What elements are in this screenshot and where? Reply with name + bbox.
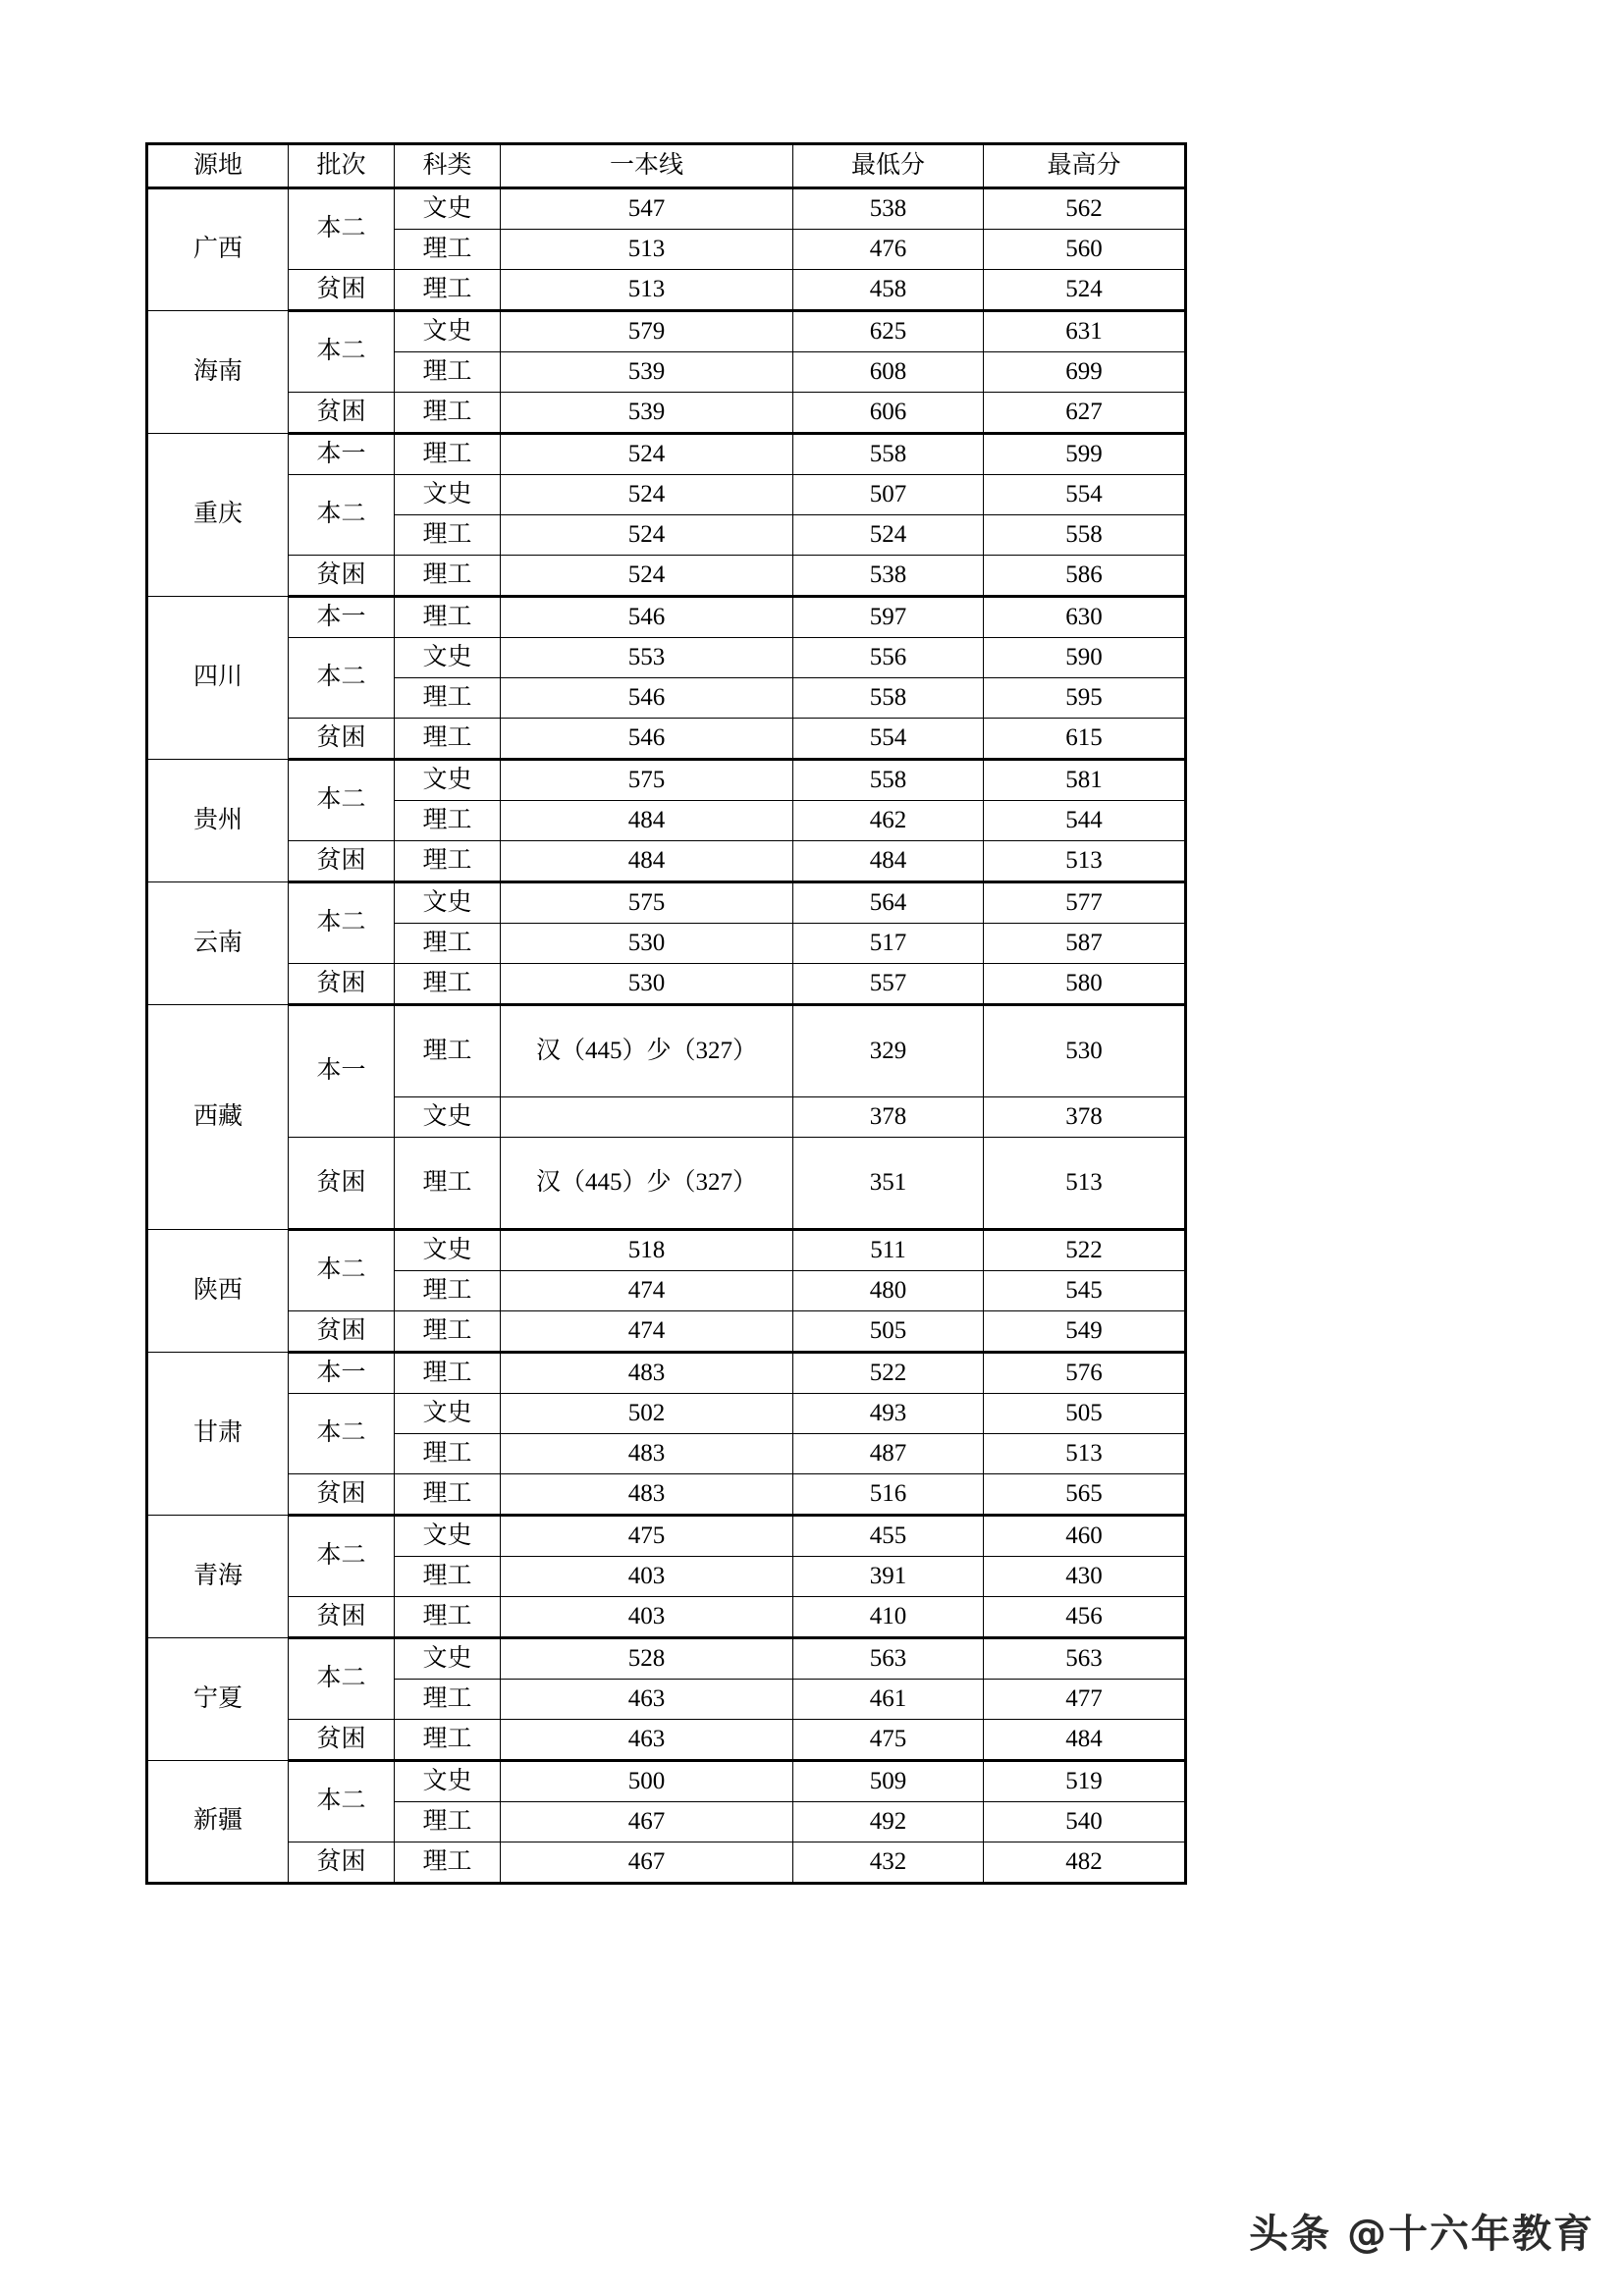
table-row (147, 475, 1186, 515)
batch-label: 本二 (289, 1230, 395, 1311)
max-score: 627 (984, 393, 1186, 434)
min-score: 608 (793, 352, 984, 393)
batch-label: 贫困 (289, 719, 395, 760)
first-tier-line: 547 (501, 188, 793, 230)
min-score: 558 (793, 434, 984, 475)
batch-label: 本二 (289, 1516, 395, 1597)
category-label: 文史 (395, 1516, 501, 1557)
admission-score-table (145, 142, 1187, 1885)
batch-label: 贫困 (289, 556, 395, 597)
max-score: 565 (984, 1474, 1186, 1516)
header-batch: 批次 (289, 144, 395, 188)
min-score: 476 (793, 230, 984, 270)
max-score: 630 (984, 597, 1186, 638)
category-label: 理工 (395, 434, 501, 475)
first-tier-line: 579 (501, 311, 793, 352)
first-tier-line: 539 (501, 352, 793, 393)
batch-label: 本二 (289, 311, 395, 393)
first-tier-line: 575 (501, 760, 793, 801)
table-row (147, 1005, 1186, 1097)
max-score: 590 (984, 638, 1186, 678)
first-tier-line: 403 (501, 1557, 793, 1597)
min-score: 461 (793, 1680, 984, 1720)
category-label: 理工 (395, 1271, 501, 1311)
category-label: 理工 (395, 1353, 501, 1394)
min-score: 606 (793, 393, 984, 434)
category-label: 文史 (395, 311, 501, 352)
max-score: 378 (984, 1097, 1186, 1138)
table-row (147, 188, 1186, 230)
batch-label: 本一 (289, 434, 395, 475)
table-row (147, 882, 1186, 924)
max-score: 477 (984, 1680, 1186, 1720)
category-label: 文史 (395, 882, 501, 924)
category-label: 理工 (395, 1005, 501, 1097)
batch-label: 本二 (289, 188, 395, 270)
category-label: 文史 (395, 188, 501, 230)
province-name: 青海 (147, 1516, 289, 1638)
max-score: 599 (984, 434, 1186, 475)
category-label: 理工 (395, 678, 501, 719)
province-name: 四川 (147, 597, 289, 760)
table-row (147, 1720, 1186, 1761)
max-score: 587 (984, 924, 1186, 964)
batch-label: 本二 (289, 760, 395, 841)
header-max-score: 最高分 (984, 144, 1186, 188)
table-row (147, 311, 1186, 352)
max-score: 513 (984, 1138, 1186, 1230)
table-row (147, 1311, 1186, 1353)
table-row (147, 841, 1186, 882)
min-score: 493 (793, 1394, 984, 1434)
batch-label: 贫困 (289, 1474, 395, 1516)
batch-label: 本一 (289, 597, 395, 638)
min-score: 378 (793, 1097, 984, 1138)
first-tier-line: 484 (501, 841, 793, 882)
min-score: 564 (793, 882, 984, 924)
category-label: 文史 (395, 638, 501, 678)
category-label: 理工 (395, 556, 501, 597)
category-label: 理工 (395, 1557, 501, 1597)
max-score: 456 (984, 1597, 1186, 1638)
min-score: 538 (793, 188, 984, 230)
min-score: 558 (793, 760, 984, 801)
min-score: 484 (793, 841, 984, 882)
min-score: 554 (793, 719, 984, 760)
max-score: 562 (984, 188, 1186, 230)
min-score: 511 (793, 1230, 984, 1271)
category-label: 文史 (395, 760, 501, 801)
province-name: 重庆 (147, 434, 289, 597)
category-label: 理工 (395, 801, 501, 841)
first-tier-line: 467 (501, 1842, 793, 1884)
first-tier-line: 524 (501, 515, 793, 556)
min-score: 455 (793, 1516, 984, 1557)
min-score: 432 (793, 1842, 984, 1884)
table-row (147, 719, 1186, 760)
min-score: 538 (793, 556, 984, 597)
category-label: 理工 (395, 719, 501, 760)
table-row (147, 1842, 1186, 1884)
max-score: 554 (984, 475, 1186, 515)
max-score: 513 (984, 841, 1186, 882)
first-tier-line: 539 (501, 393, 793, 434)
category-label: 理工 (395, 841, 501, 882)
min-score: 507 (793, 475, 984, 515)
first-tier-line: 530 (501, 924, 793, 964)
first-tier-line: 513 (501, 270, 793, 311)
max-score: 544 (984, 801, 1186, 841)
table-row (147, 1516, 1186, 1557)
max-score: 595 (984, 678, 1186, 719)
category-label: 理工 (395, 924, 501, 964)
first-tier-line: 546 (501, 719, 793, 760)
batch-label: 贫困 (289, 964, 395, 1005)
first-tier-line: 524 (501, 556, 793, 597)
first-tier-line: 483 (501, 1353, 793, 1394)
max-score: 524 (984, 270, 1186, 311)
table-row (147, 1638, 1186, 1680)
max-score: 505 (984, 1394, 1186, 1434)
category-label: 文史 (395, 1638, 501, 1680)
first-tier-line: 513 (501, 230, 793, 270)
max-score: 549 (984, 1311, 1186, 1353)
first-tier-line: 518 (501, 1230, 793, 1271)
first-tier-line: 475 (501, 1516, 793, 1557)
batch-label: 贫困 (289, 393, 395, 434)
max-score: 519 (984, 1761, 1186, 1802)
max-score: 460 (984, 1516, 1186, 1557)
category-label: 文史 (395, 1230, 501, 1271)
max-score: 560 (984, 230, 1186, 270)
table-row (147, 964, 1186, 1005)
min-score: 516 (793, 1474, 984, 1516)
batch-label: 贫困 (289, 1138, 395, 1230)
first-tier-line: 汉（445）少（327） (501, 1138, 793, 1230)
max-score: 558 (984, 515, 1186, 556)
max-score: 430 (984, 1557, 1186, 1597)
category-label: 理工 (395, 964, 501, 1005)
max-score: 576 (984, 1353, 1186, 1394)
batch-label: 贫困 (289, 1842, 395, 1884)
max-score: 615 (984, 719, 1186, 760)
table-row (147, 1761, 1186, 1802)
min-score: 557 (793, 964, 984, 1005)
header-min-score: 最低分 (793, 144, 984, 188)
min-score: 329 (793, 1005, 984, 1097)
first-tier-line (501, 1097, 793, 1138)
max-score: 581 (984, 760, 1186, 801)
score-table-container (145, 142, 1184, 1885)
first-tier-line: 403 (501, 1597, 793, 1638)
first-tier-line: 553 (501, 638, 793, 678)
batch-label: 本二 (289, 638, 395, 719)
max-score: 580 (984, 964, 1186, 1005)
category-label: 理工 (395, 1802, 501, 1842)
category-label: 理工 (395, 270, 501, 311)
table-row (147, 597, 1186, 638)
table-row (147, 434, 1186, 475)
min-score: 462 (793, 801, 984, 841)
first-tier-line: 463 (501, 1720, 793, 1761)
max-score: 699 (984, 352, 1186, 393)
max-score: 586 (984, 556, 1186, 597)
category-label: 理工 (395, 1680, 501, 1720)
min-score: 475 (793, 1720, 984, 1761)
min-score: 522 (793, 1353, 984, 1394)
category-label: 文史 (395, 1097, 501, 1138)
max-score: 484 (984, 1720, 1186, 1761)
first-tier-line: 546 (501, 678, 793, 719)
first-tier-line: 484 (501, 801, 793, 841)
min-score: 487 (793, 1434, 984, 1474)
min-score: 563 (793, 1638, 984, 1680)
province-name: 云南 (147, 882, 289, 1005)
table-row (147, 1230, 1186, 1271)
category-label: 理工 (395, 230, 501, 270)
first-tier-line: 474 (501, 1271, 793, 1311)
max-score: 482 (984, 1842, 1186, 1884)
category-label: 理工 (395, 597, 501, 638)
category-label: 理工 (395, 393, 501, 434)
min-score: 480 (793, 1271, 984, 1311)
table-header (147, 144, 1186, 188)
category-label: 理工 (395, 352, 501, 393)
category-label: 理工 (395, 1597, 501, 1638)
first-tier-line: 474 (501, 1311, 793, 1353)
min-score: 524 (793, 515, 984, 556)
header-row (147, 144, 1186, 188)
max-score: 563 (984, 1638, 1186, 1680)
table-row (147, 760, 1186, 801)
province-name: 贵州 (147, 760, 289, 882)
max-score: 513 (984, 1434, 1186, 1474)
province-name: 宁夏 (147, 1638, 289, 1761)
province-name: 甘肃 (147, 1353, 289, 1516)
batch-label: 贫困 (289, 1311, 395, 1353)
table-row (147, 270, 1186, 311)
table-row (147, 1597, 1186, 1638)
min-score: 458 (793, 270, 984, 311)
first-tier-line: 546 (501, 597, 793, 638)
table-row (147, 1474, 1186, 1516)
batch-label: 本二 (289, 882, 395, 964)
category-label: 理工 (395, 515, 501, 556)
table-row (147, 1138, 1186, 1230)
table-row (147, 638, 1186, 678)
category-label: 理工 (395, 1311, 501, 1353)
min-score: 509 (793, 1761, 984, 1802)
min-score: 492 (793, 1802, 984, 1842)
province-name: 海南 (147, 311, 289, 434)
table-row (147, 1353, 1186, 1394)
province-name: 陕西 (147, 1230, 289, 1353)
min-score: 505 (793, 1311, 984, 1353)
batch-label: 本二 (289, 1394, 395, 1474)
category-label: 理工 (395, 1842, 501, 1884)
category-label: 文史 (395, 1761, 501, 1802)
max-score: 545 (984, 1271, 1186, 1311)
min-score: 517 (793, 924, 984, 964)
batch-label: 本一 (289, 1005, 395, 1138)
province-name: 新疆 (147, 1761, 289, 1884)
batch-label: 本二 (289, 1761, 395, 1842)
table-row (147, 1394, 1186, 1434)
category-label: 理工 (395, 1434, 501, 1474)
first-tier-line: 463 (501, 1680, 793, 1720)
min-score: 351 (793, 1138, 984, 1230)
province-name: 广西 (147, 188, 289, 311)
category-label: 文史 (395, 475, 501, 515)
first-tier-line: 500 (501, 1761, 793, 1802)
batch-label: 贫困 (289, 270, 395, 311)
category-label: 文史 (395, 1394, 501, 1434)
batch-label: 贫困 (289, 1720, 395, 1761)
first-tier-line: 汉（445）少（327） (501, 1005, 793, 1097)
table-row (147, 556, 1186, 597)
min-score: 558 (793, 678, 984, 719)
batch-label: 本二 (289, 1638, 395, 1720)
max-score: 530 (984, 1005, 1186, 1097)
first-tier-line: 575 (501, 882, 793, 924)
first-tier-line: 467 (501, 1802, 793, 1842)
category-label: 理工 (395, 1474, 501, 1516)
category-label: 理工 (395, 1720, 501, 1761)
min-score: 410 (793, 1597, 984, 1638)
header-category: 科类 (395, 144, 501, 188)
first-tier-line: 524 (501, 434, 793, 475)
first-tier-line: 483 (501, 1434, 793, 1474)
province-name: 西藏 (147, 1005, 289, 1230)
max-score: 577 (984, 882, 1186, 924)
header-line: 一本线 (501, 144, 793, 188)
min-score: 625 (793, 311, 984, 352)
max-score: 540 (984, 1802, 1186, 1842)
batch-label: 本二 (289, 475, 395, 556)
batch-label: 贫困 (289, 1597, 395, 1638)
category-label: 理工 (395, 1138, 501, 1230)
batch-label: 本一 (289, 1353, 395, 1394)
first-tier-line: 483 (501, 1474, 793, 1516)
table-row (147, 393, 1186, 434)
min-score: 556 (793, 638, 984, 678)
batch-label: 贫困 (289, 841, 395, 882)
first-tier-line: 502 (501, 1394, 793, 1434)
first-tier-line: 528 (501, 1638, 793, 1680)
table-body (147, 188, 1186, 1884)
min-score: 597 (793, 597, 984, 638)
first-tier-line: 524 (501, 475, 793, 515)
first-tier-line: 530 (501, 964, 793, 1005)
header-source: 源地 (147, 144, 289, 188)
watermark-text: 头条 @十六年教育 (1249, 2212, 1595, 2257)
min-score: 391 (793, 1557, 984, 1597)
max-score: 631 (984, 311, 1186, 352)
max-score: 522 (984, 1230, 1186, 1271)
